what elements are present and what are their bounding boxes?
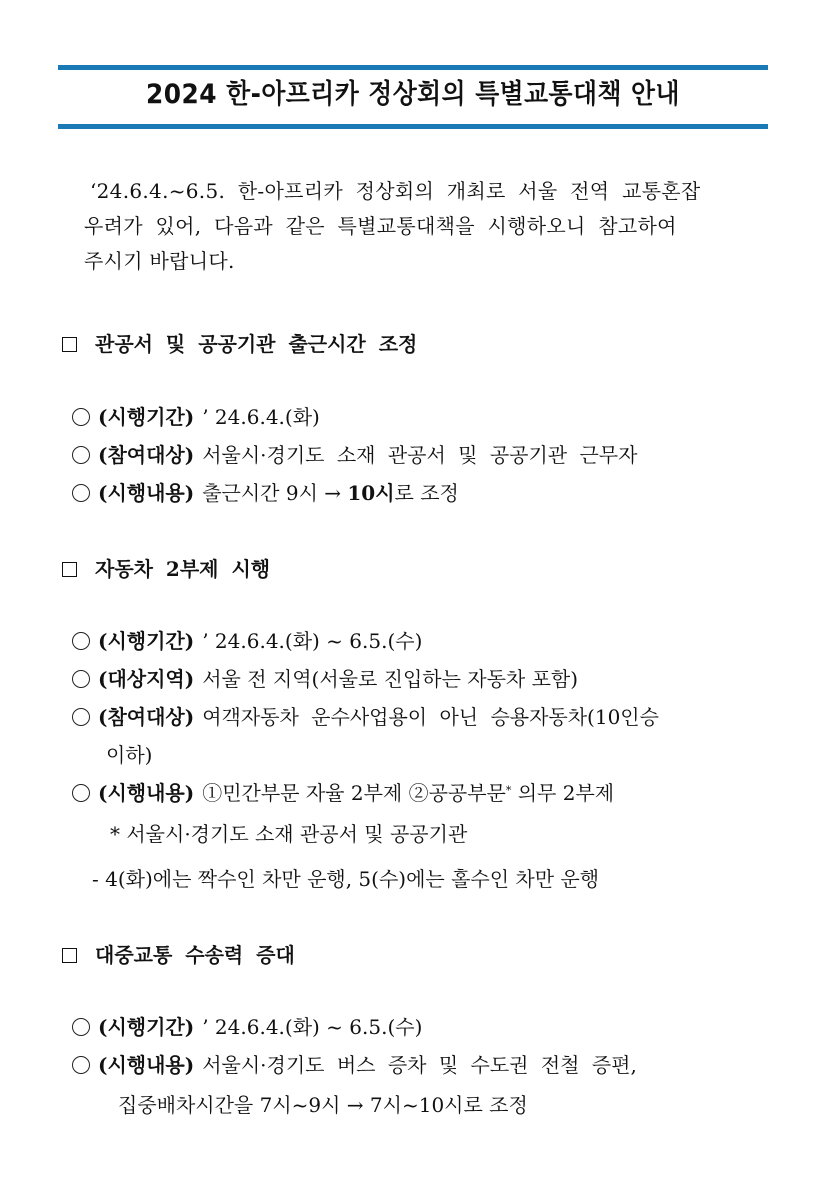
circle-bullet-icon	[72, 708, 90, 726]
item-text: 로 조정	[394, 481, 459, 505]
list-item	[72, 626, 422, 656]
item-text: ’ 24.6.4.(화) ~ 6.5.(수)	[202, 629, 423, 653]
item-label: (대상지역)	[98, 667, 195, 691]
section-heading-text: 자동차 2부제 시행	[95, 557, 271, 581]
list-item	[72, 1050, 637, 1080]
item-text: ①민간부문 자율 2부제 ②공공부문	[202, 781, 506, 805]
intro-paragraph	[84, 174, 770, 279]
circle-bullet-icon	[72, 446, 90, 464]
list-item	[72, 778, 614, 808]
list-item	[72, 402, 320, 432]
item-text-bold: 10시	[347, 481, 395, 505]
checkbox-square-icon	[62, 948, 77, 963]
circle-bullet-icon	[72, 1018, 90, 1036]
checkbox-square-icon	[62, 337, 77, 352]
item-text: 의무 2부제	[511, 781, 615, 805]
list-item	[72, 440, 637, 470]
intro-line: ‘24.6.4.~6.5. 한-아프리카 정상회의 개최로 서울 전역 교통혼잡	[90, 179, 701, 203]
item-label: (시행내용)	[98, 781, 195, 805]
circle-bullet-icon	[72, 784, 90, 802]
circle-bullet-icon	[72, 1056, 90, 1074]
section-heading-public-transit	[62, 940, 295, 970]
intro-line: 주시기 바랍니다.	[84, 249, 235, 273]
footnote-marker: *	[505, 784, 512, 797]
item-text: 여객자동차 운수사업용이 아닌 승용자동차(10인승	[202, 705, 659, 729]
section-heading-car-rotation	[62, 554, 270, 584]
item-text: 출근시간 9시 →	[202, 481, 348, 505]
title-block	[58, 65, 768, 129]
title-top-rule	[58, 65, 768, 70]
item-text: 서울시·경기도 버스 증차 및 수도권 전철 증편,	[202, 1053, 637, 1077]
list-item	[72, 1012, 422, 1042]
circle-bullet-icon	[72, 408, 90, 426]
section-heading-office-hours	[62, 329, 417, 359]
item-label: (시행기간)	[98, 405, 195, 429]
item-continuation: 이하)	[106, 743, 153, 767]
intro-line: 우려가 있어, 다음과 같은 특별교통대책을 시행하오니 참고하여	[84, 214, 677, 238]
item-text: 서울시·경기도 소재 관공서 및 공공기관 근무자	[202, 443, 638, 467]
item-label: (참여대상)	[98, 705, 195, 729]
item-text: ’ 24.6.4.(화)	[202, 405, 320, 429]
circle-bullet-icon	[72, 632, 90, 650]
section-heading-text: 대중교통 수송력 증대	[95, 943, 295, 967]
circle-bullet-icon	[72, 484, 90, 502]
list-item	[72, 478, 459, 508]
item-continuation: 집중배차시간을 7시~9시 → 7시~10시로 조정	[118, 1093, 528, 1117]
footnote-note: * 서울시·경기도 소재 관공서 및 공공기관	[110, 822, 468, 846]
item-label: (시행기간)	[98, 1015, 195, 1039]
item-label: (시행내용)	[98, 1053, 195, 1077]
item-label: (시행기간)	[98, 629, 195, 653]
list-item	[72, 702, 659, 732]
checkbox-square-icon	[62, 562, 77, 577]
title-bottom-rule	[58, 124, 768, 129]
item-label: (참여대상)	[98, 443, 195, 467]
dash-detail-line: - 4(화)에는 짝수인 차만 운행, 5(수)에는 홀수인 차만 운행	[92, 867, 600, 891]
circle-bullet-icon	[72, 670, 90, 688]
list-item	[72, 664, 578, 694]
page-title: 2024 한-아프리카 정상회의 특별교통대책 안내	[146, 79, 680, 110]
item-text: ’ 24.6.4.(화) ~ 6.5.(수)	[202, 1015, 423, 1039]
item-text: 서울 전 지역(서울로 진입하는 자동차 포함)	[202, 667, 579, 691]
section-heading-text: 관공서 및 공공기관 출근시간 조정	[95, 332, 418, 356]
item-label: (시행내용)	[98, 481, 195, 505]
